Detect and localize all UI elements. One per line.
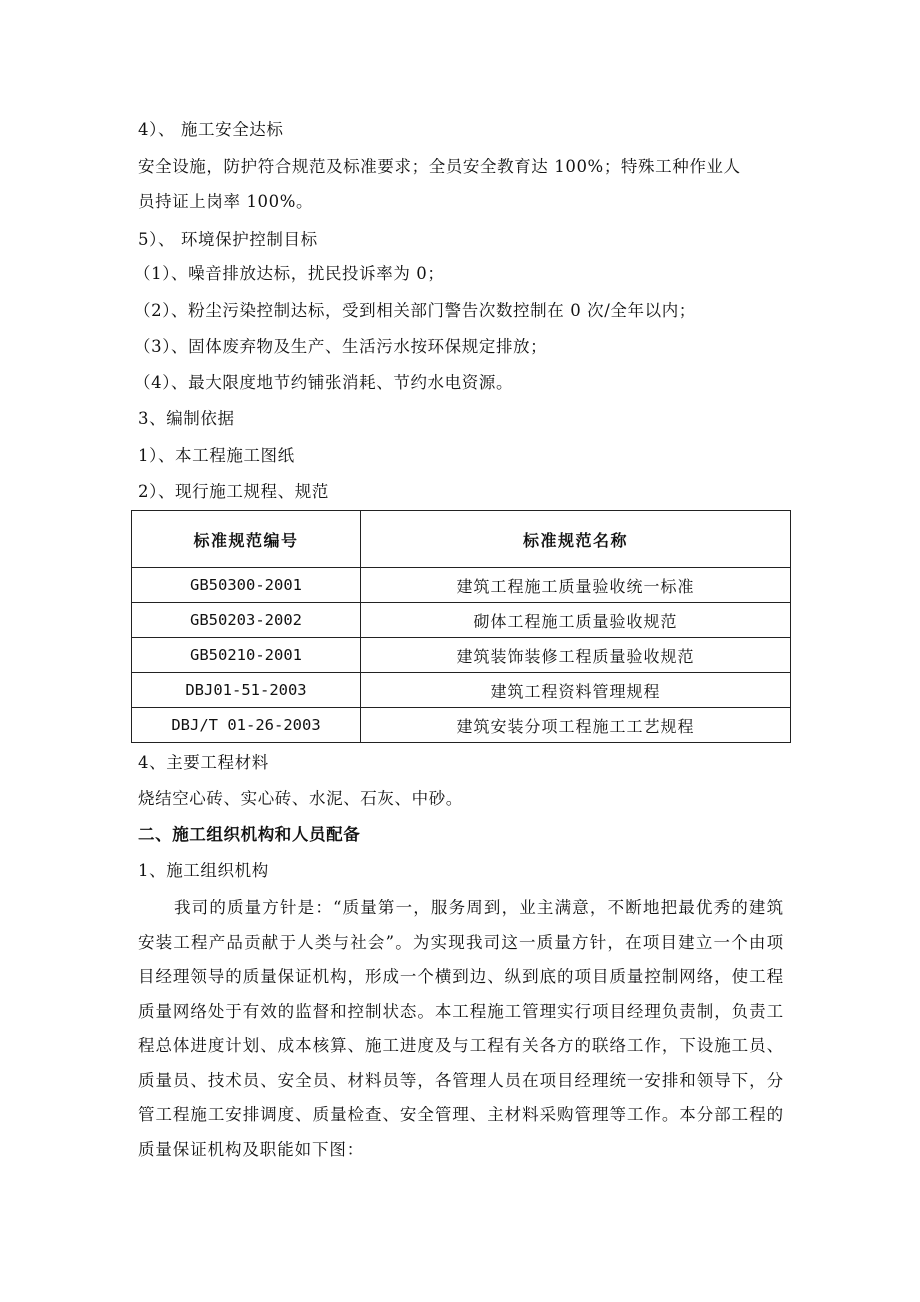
section-heading: 二、施工组织机构和人员配备 [138,825,361,844]
table-row [132,568,791,603]
standard-name: 建筑安装分项工程施工工艺规程 [361,708,791,743]
standard-name: 砌体工程施工质量验收规范 [361,603,791,638]
text-line: 1）、本工程施工图纸 [138,446,295,465]
table-header: 标准规范名称 [361,511,791,568]
standard-name: 建筑工程资料管理规程 [361,673,791,708]
heading-basis: 3、编制依据 [138,409,235,428]
text-line: 员持证上岗率 100%。 [138,192,314,211]
standard-code: GB50300-2001 [132,568,361,603]
list-item: （4）、最大限度地节约铺张消耗、节约水电资源。 [134,373,514,392]
body-paragraph: 我司的质量方针是：“质量第一，服务周到，业主满意，不断地把最优秀的建筑安装工程产品贡献于人类与社会”。为实现我司这一质量方针，在项目建立一个由项目经理领导的质量保证机构，形成一个横到边、纵到底的项目质量控制网络，使工程质量网络处于有效的监督和控制状态。本工程施工管理实行项目经理负责制，负责工程总体进度计划、成本核算、施工进度及与工程有关各方的联络工作，下设施工员、质量员、技术员、安全员、材料员等，各管理人员在项目经理统一安排和领导下，分管工程施工安排调度、质量检查、安全管理、主材料采购管理等工作。本分部工程的质量保证机构及职能如下图： [138,898,784,1159]
table-row [132,673,791,708]
standard-name: 建筑装饰装修工程质量验收规范 [361,638,791,673]
standards-table [131,510,791,743]
list-item: （1）、噪音排放达标，扰民投诉率为 0； [134,264,445,283]
text-line: 2）、现行施工规程、规范 [138,482,329,501]
standard-code: GB50210-2001 [132,638,361,673]
text-line: 安全设施，防护符合规范及标准要求；全员安全教育达 100%；特殊工种作业人 [138,157,741,176]
table-row [132,708,791,743]
standard-code: DBJ/T 01-26-2003 [132,708,361,743]
heading-environment: 5）、 环境保护控制目标 [138,230,318,249]
list-item: （3）、固体废弃物及生产、生活污水按环保规定排放； [134,337,548,356]
heading-safety: 4）、 施工安全达标 [138,120,284,139]
table-header: 标准规范编号 [132,511,361,568]
table-row [132,603,791,638]
standard-code: GB50203-2002 [132,603,361,638]
list-item: （2）、粉尘污染控制达标，受到相关部门警告次数控制在 0 次/全年以内； [134,301,696,320]
table-row [132,638,791,673]
standard-code: DBJ01-51-2003 [132,673,361,708]
table-header-row [132,511,791,568]
subsection-heading: 1、施工组织机构 [138,861,269,880]
heading-materials: 4、主要工程材料 [138,753,269,772]
standard-name: 建筑工程施工质量验收统一标准 [361,568,791,603]
text-line: 烧结空心砖、实心砖、水泥、石灰、中砂。 [138,789,463,808]
